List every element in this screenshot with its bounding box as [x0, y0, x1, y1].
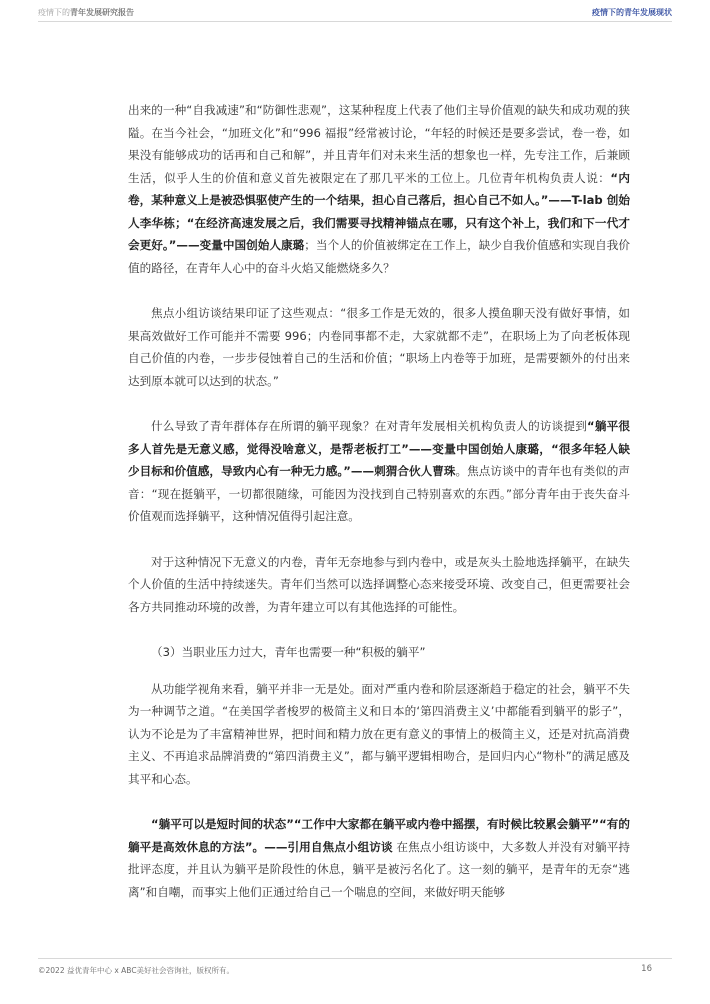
page-body: [128, 99, 630, 926]
text-run: 焦点小组访谈结果印证了这些观点：“很多工作是无效的，很多人摸鱼聊天没有做好事情，如果高效做好工作可能并不需要 996；内卷同事都不走，大家就都不走”，在职场上为了向老板体现自己价值的内卷，一步步侵蚀着自己的生活和价值；“职场上内卷等于加班，是需要额外的付出来达到原本就可以达到的状态。”: [128, 306, 630, 388]
text-run: 出来的一种“自我减速”和“防御性悲观”，这某种程度上代表了他们主导价值观的缺失和成功观的狭隘。在当今社会，“加班文化”和“996 福报”经常被讨论，“年轻的时候还是要多尝试，卷一卷，如果没有能够成功的话再和自己和解”，并且青年们对未来生活的想象也一样，先专注工作，后兼顾生活，似乎人生的价值和意义首先被限定在了那几平米的工位上。几位青年机构负责人说：: [128, 103, 630, 185]
header-prefix: 疫情下的: [38, 8, 70, 17]
footer-copyright: ©2022 益优青年中心 x ABC美好社会咨询社，版权所有。: [38, 966, 235, 975]
paragraph-3: [128, 415, 630, 528]
section-heading: （3）当职业压力过大，青年也需要一种“积极的躺平”: [151, 645, 426, 659]
text-run: ；当个人的价值被绑定在工作上，缺少自我价值感和实现自我价值的路径，在青年人心中的奋斗火焰又能燃烧多久？: [128, 238, 630, 275]
paragraph-4: [128, 551, 630, 619]
paragraph-5: [128, 678, 630, 791]
footer-divider: [38, 958, 672, 959]
paragraph-6: [128, 813, 630, 903]
paragraph-2: [128, 302, 630, 392]
running-header-section-title: 疫情下的青年发展现状: [592, 8, 672, 17]
bold-quote-run: “躺平很多人首先是无意义感，觉得没啥意义，是帮老板打工”——变量中国创始人康璐，“很多年轻人缺少目标和价值感，导致内心有一种无力感。”——刺猬合伙人曹珠: [128, 419, 630, 478]
bold-quote-run: “内卷，某种意义上是被恐惧驱使产生的一个结果，担心自己落后，担心自己不如人。”——T-lab 创始人李华栋；“在经济高速发展之后，我们需要寻找精神锚点在哪，只有这个补上，我们和下一代才会更好。”——变量中国创始人康璐: [128, 170, 630, 252]
text-run: 从功能学视角来看，躺平并非一无是处。面对严重内卷和阶层逐渐趋于稳定的社会，躺平不失为一种调节之道。“在美国学者梭罗的极简主义和日本的‘第四消费主义’中都能看到躺平的影子”，认为不论是为了丰富精神世界，把时间和精力放在更有意义的事情上的极简主义，还是对抗高消费主义、不再追求品牌消费的“第四消费主义”，都与躺平逻辑相吻合，是回归内心“物朴”的满足感及其平和心态。: [128, 681, 630, 786]
running-header-left: [38, 7, 134, 18]
paragraph-1: [128, 99, 630, 279]
header-divider: [38, 21, 672, 22]
text-run: 对于这种情况下无意义的内卷，青年无奈地参与到内卷中，或是灰头土脸地选择躺平，在缺失个人价值的生活中持续迷失。青年们当然可以选择调整心态来接受环境、改变自己，但更需要社会各方共同推动环境的改善，为青年建立可以有其他选择的可能性。: [128, 554, 630, 614]
text-run: 什么导致了青年群体存在所谓的躺平现象？在对青年发展相关机构负责人的访谈提到: [151, 419, 588, 433]
bold-quote-run: “躺平可以是短时间的状态”“工作中大家都在躺平或内卷中摇摆，有时候比较累会躺平”“有的躺平是高效休息的方法”。——引用自焦点小组访谈: [128, 817, 630, 854]
page-number: 16: [641, 964, 652, 974]
text-run: 在焦点小组访谈中，大多数人并没有对躺平持批评态度，并且认为躺平是阶段性的休息，躺平是被污名化了。这一刻的躺平，是青年的无奈“逃离”和自嘲，而事实上他们正通过给自己一个喘息的空间，来做好明天能够: [128, 839, 631, 899]
header-report-title: 青年发展研究报告: [70, 8, 134, 17]
text-run: 。焦点访谈中的青年也有类似的声音：“现在挺躺平，一切都很随缘，可能因为没找到自己特别喜欢的东西。”部分青年由于丧失奋斗价值观而选择躺平，这种情况值得引起注意。: [128, 464, 630, 523]
